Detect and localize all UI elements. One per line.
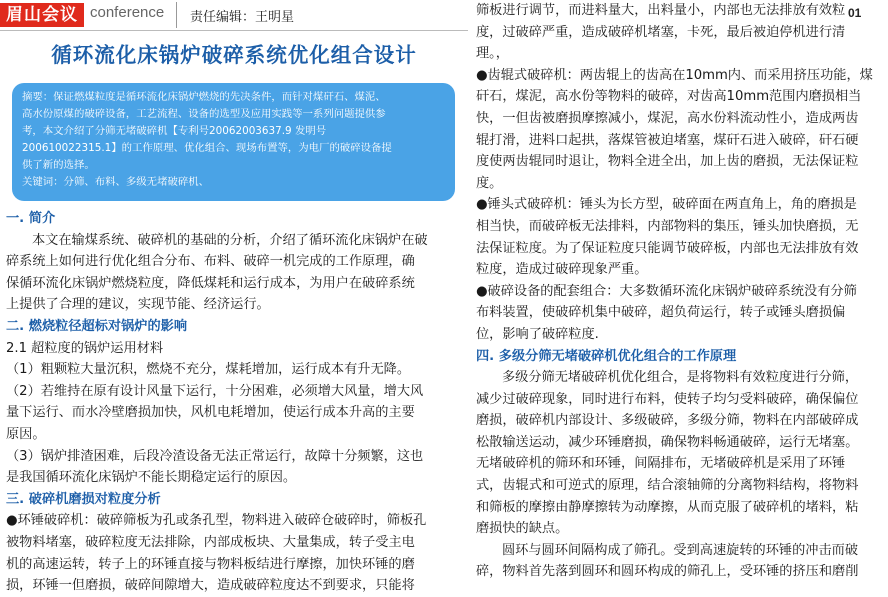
body-line: 碎，物料首先落到圆环和圆环构成的筛孔上，受环锤的挤压和磨削 xyxy=(476,564,859,580)
body-line: 相当快，而破碎板无法排料，内部物料的集压，锤头加快磨损，无 xyxy=(476,218,859,234)
body-line: 筛板进行调节，而进料量大，出料量小，内部也无法排放有效粒 xyxy=(476,3,846,18)
abstract-line: 供了新的选择。 xyxy=(22,159,95,171)
body-line: （2）若维持在原有设计风量下运行，十分困难，必须增大风量，增大风 xyxy=(6,383,424,399)
body-line: 无堵破碎机的筛环和环锤，间隔排布，无堵破碎机是采用了环锤 xyxy=(476,456,846,472)
abstract-line: 摘要：保证燃煤粒度是循环流化床锅炉燃烧的先决条件，而针对煤矸石、煤泥、 xyxy=(22,91,386,103)
body-line: 快，一但齿被磨损摩擦减小，煤泥，高水份料流动性小，造成两齿 xyxy=(476,110,859,126)
body-line: 辊打滑，进料口起拱，落煤管被迫堵塞，煤矸石进入破碎，矸石硬 xyxy=(476,132,859,148)
body-line: 2.1 超粒度的锅炉运用材料 xyxy=(6,340,164,356)
body-line: 是我国循环流化床锅炉不能长期稳定运行的原因。 xyxy=(6,470,297,486)
abstract-box xyxy=(12,83,455,201)
body-line: ●破碎设备的配套组合：大多数循环流化床锅炉破碎系统没有分筛 xyxy=(476,283,857,299)
body-line: （3）锅炉排渣困难，后段冷渣设备无法正常运行，故障十分频繁，这也 xyxy=(6,448,424,464)
body-line: ●环锤破碎机：破碎筛板为孔或条孔型，物料进入破碎仓破碎时，筛板孔 xyxy=(6,513,427,529)
conference-logo: 眉山会议 xyxy=(0,3,84,27)
body-line: 式，齿辊式和可逆式的原理，结合滚轴筛的分离物料结构，将物料 xyxy=(476,478,859,494)
body-line: 粒度，造成过破碎现象严重。 xyxy=(476,262,648,278)
body-line: 本文在输煤系统、破碎机的基础的分析，介绍了循环流化床锅炉在破 xyxy=(32,232,428,248)
body-line: 和筛板的摩擦由静摩擦转为动摩擦，从而克服了破碎机的堵料，粘 xyxy=(476,499,859,515)
body-line: ●锤头式破碎机：锤头为长方型，破碎面在两直角上，角的磨损是 xyxy=(476,197,857,213)
header-divider xyxy=(176,2,177,28)
section-heading: 四. 多级分筛无堵破碎机优化组合的工作原理 xyxy=(476,348,737,364)
abstract-line: 高水份原煤的破碎设备，工艺流程、设备的选型及应用实践等一系列问题提供参 xyxy=(22,108,386,120)
body-line: 多级分筛无堵破碎机优化组合，是将物料有效粒度进行分筛， xyxy=(502,370,859,386)
header-rule xyxy=(0,30,468,31)
abstract-line: 200610022315.1】的工作原理、优化组合、现场布置等，为电厂的破碎设备提 xyxy=(22,142,392,154)
body-line: 保循环流化床锅炉燃烧粒度，降低煤耗和运行成本，为用户在破碎系统 xyxy=(6,275,415,291)
body-line: ●齿辊式破碎机：两齿辊上的齿高在10mm内、而采用挤压功能，煤 xyxy=(476,67,873,83)
body-line: 布料装置，使破碎机集中破碎，超负荷运行，转子或锤头磨损偏 xyxy=(476,305,846,321)
section-heading: 一. 简介 xyxy=(6,211,56,226)
editor-credit: 责任编辑：王明星 xyxy=(190,10,295,25)
body-line: （1）粗颗粒大量沉积，燃烧不充分，煤耗增加，运行成本有升无降。 xyxy=(6,362,411,378)
body-line: 位，影响了破碎粒度. xyxy=(476,326,599,342)
abstract-line: 考，本文介绍了分筛无堵破碎机【专利号20062003637.9 发明号 xyxy=(22,125,327,137)
body-line: 度，过破碎严重，造成破碎机堵塞，卡死，最后被迫停机进行清 xyxy=(476,24,846,40)
body-line: 磨损，破碎机内部设计、多级破碎，多级分筛，物料在内部破碎成 xyxy=(476,413,859,429)
body-line: 圆环与圆环间隔构成了筛孔。受到高速旋转的环锤的冲击而破 xyxy=(502,542,859,558)
body-line: 上提供了合理的建议，实现节能、经济运行。 xyxy=(6,297,270,313)
left-column xyxy=(6,208,458,597)
body-line: 松散输送运动，减少环锤磨损，确保物料畅通破碎，运行无堵塞。 xyxy=(476,434,859,450)
body-line: 法保证粒度。为了保证粒度只能调节破碎板，内部也无法排放有效 xyxy=(476,240,859,256)
page-header xyxy=(0,0,468,30)
body-line: 理。， xyxy=(476,46,509,62)
body-line: 损，环锤一但磨损，破碎间隙增大，造成破碎粒度达不到要求，只能将 xyxy=(6,578,415,594)
body-line: 度。 xyxy=(476,175,503,191)
section-heading: 二. 燃烧粒径超标对锅炉的影响 xyxy=(6,318,188,334)
body-line: 被物料堵塞，破碎粒度无法排除，内部成板块、大量集成，转子受主电 xyxy=(6,534,415,550)
body-line: 碎系统上如何进行优化组合分布、布料、破碎一机完成的工作原理，确 xyxy=(6,254,415,270)
body-line: 机的高速运转，转子上的环锤直接与物料板结进行摩擦，加快环锤的磨 xyxy=(6,556,415,572)
body-line: 磨损快的缺点。 xyxy=(476,521,569,537)
body-line: 量下运行、而水冷壁磨损加快，风机电耗增加，使运行成本升高的主要 xyxy=(6,405,415,421)
body-line: 减少过破碎现象，同时进行布料，使转子均匀受料破碎，确保偏位 xyxy=(476,391,859,407)
conference-label: conference xyxy=(90,4,165,21)
body-line: 矸石，煤泥，高水份等物料的破碎，对齿高10mm范围内磨损相当 xyxy=(476,89,862,105)
page-number: 01 xyxy=(848,6,862,20)
abstract-line: 关键词：分筛、布料、多级无堵破碎机、 xyxy=(22,176,210,188)
body-line: 原因。 xyxy=(6,426,46,442)
right-column xyxy=(476,0,884,583)
section-heading: 三. 破碎机磨损对粒度分析 xyxy=(6,491,161,507)
body-line: 度使两齿辊同时退让，物料全进全出，加上齿的磨损，无法保证粒 xyxy=(476,154,859,170)
article-title: 循环流化床锅炉破碎系统优化组合设计 xyxy=(51,43,417,67)
